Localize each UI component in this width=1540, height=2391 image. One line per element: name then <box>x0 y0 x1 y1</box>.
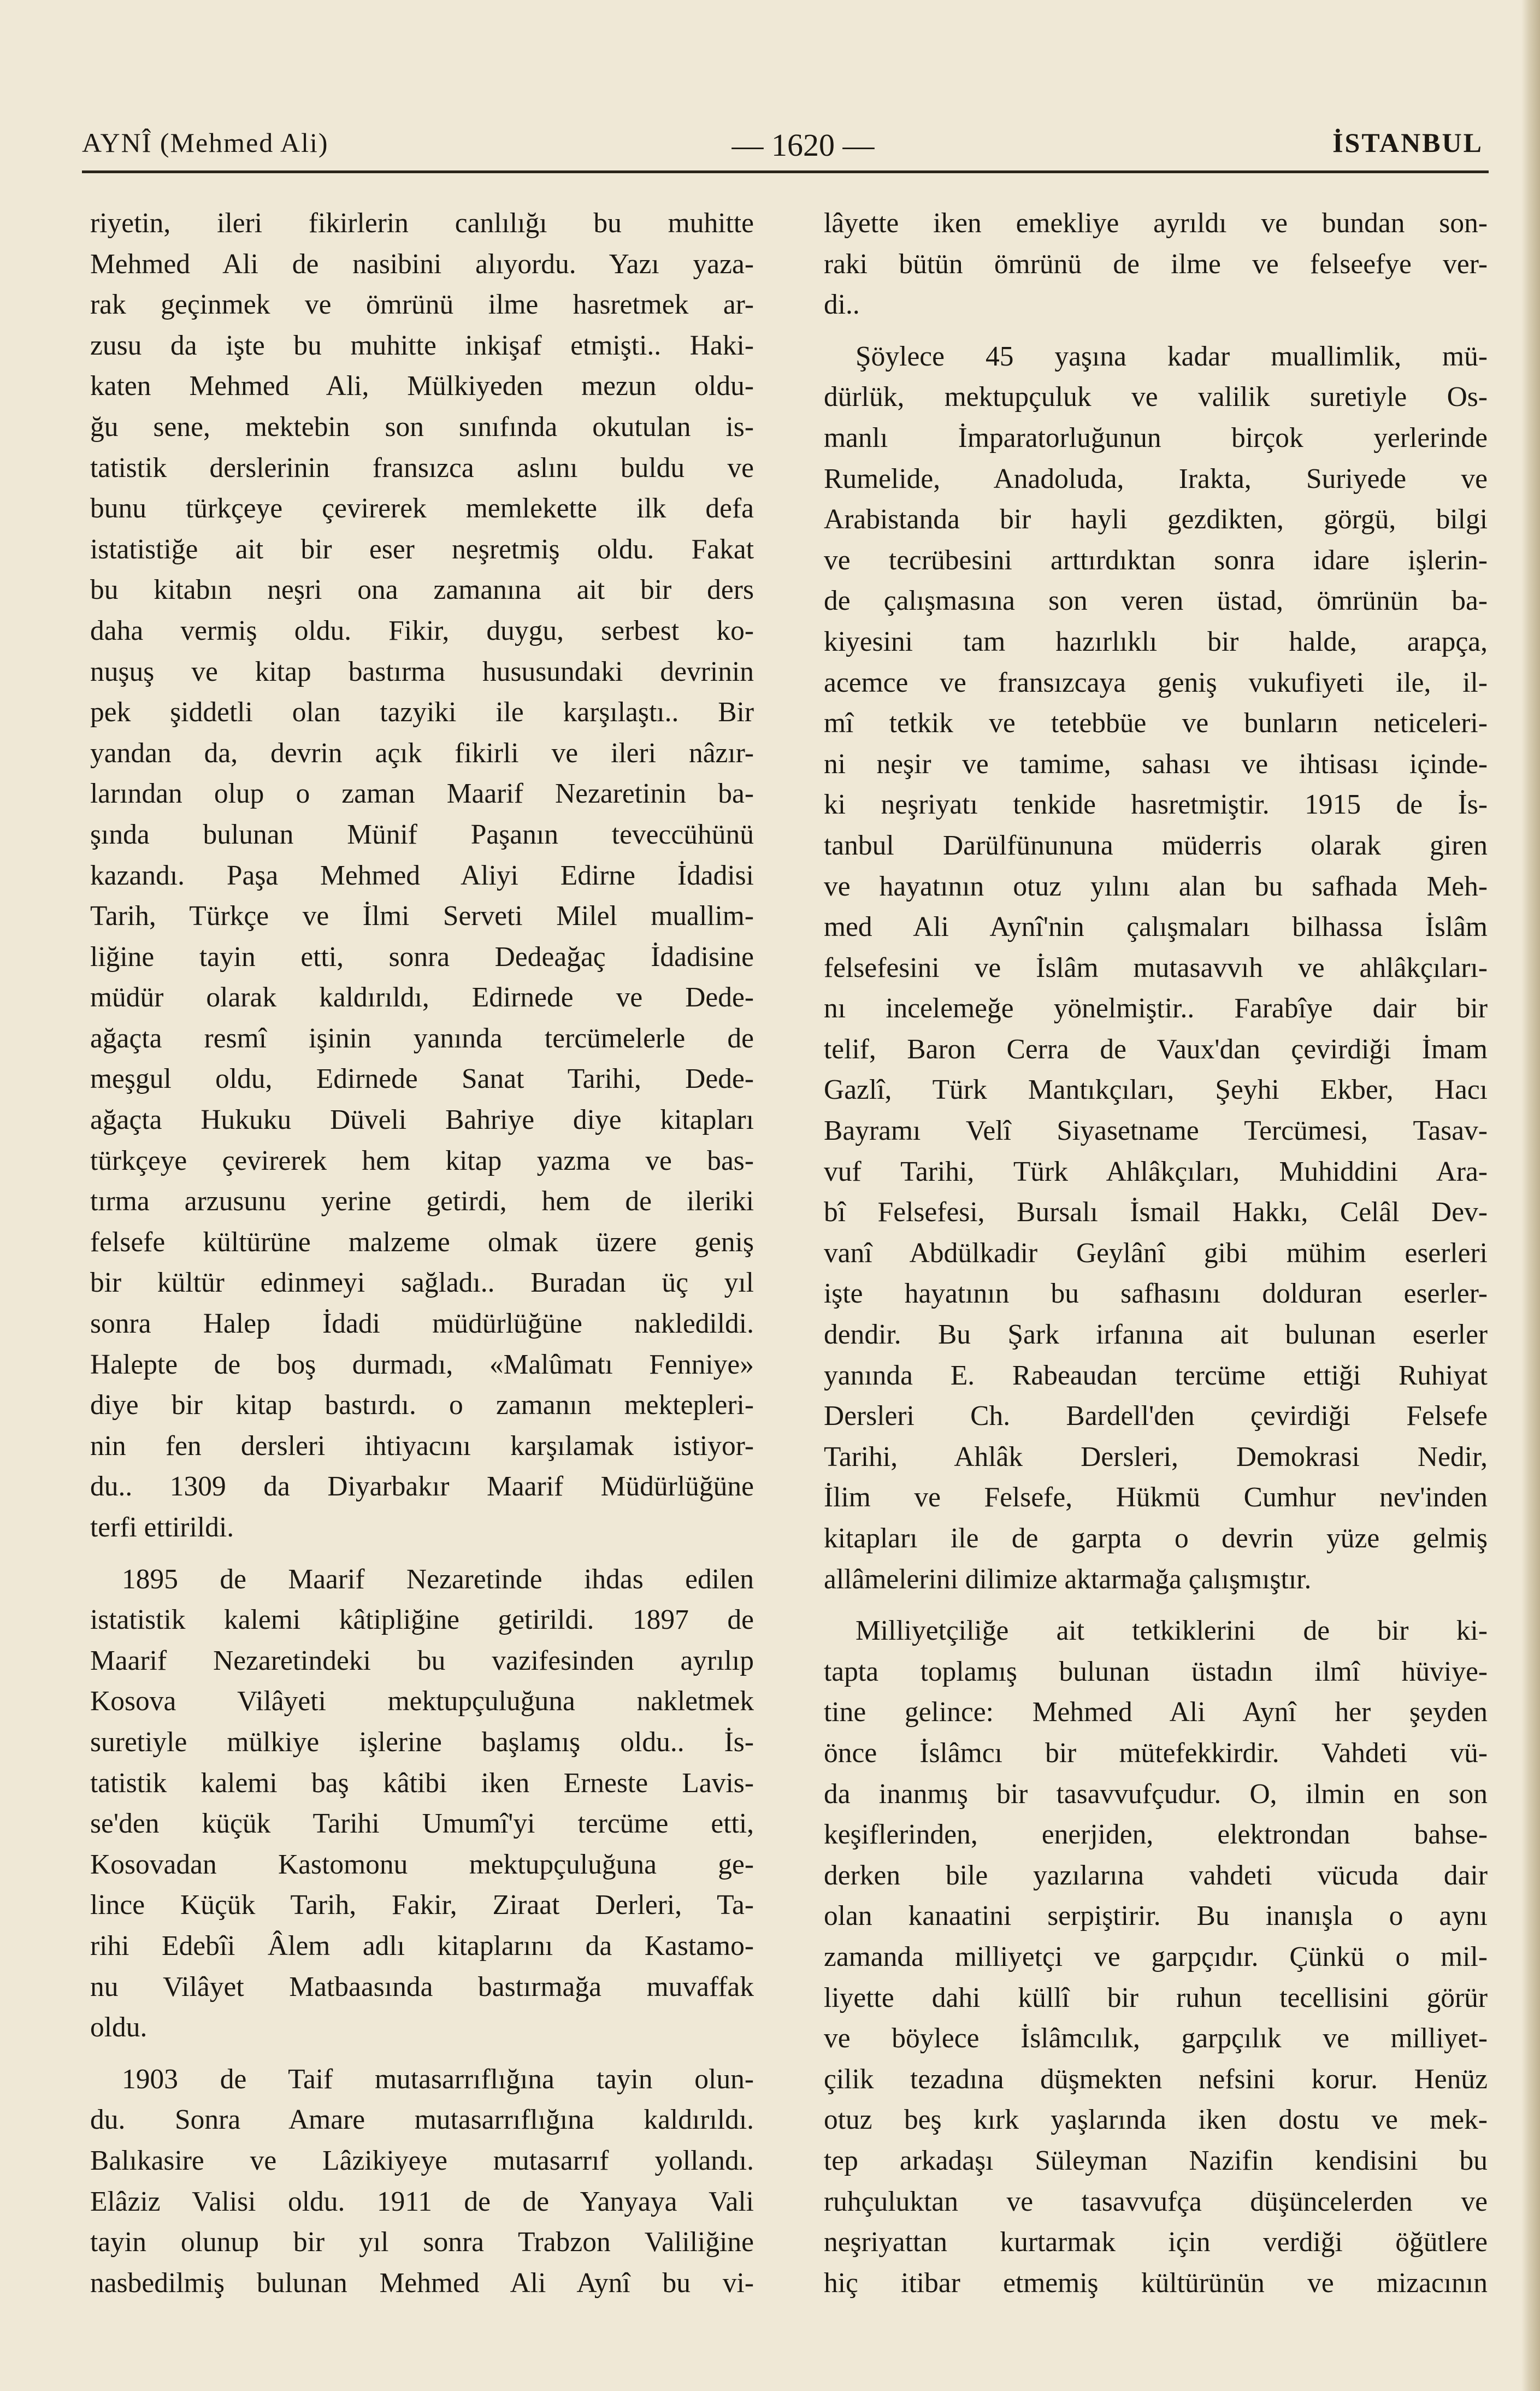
text-line: Şöylece 45 yaşına kadar muallimlik, mü- <box>855 340 1488 372</box>
text-line: yandan da, devrin açık fikirli ve ileri nâzır- <box>90 737 754 769</box>
text-line: zusu da işte bu muhitte inkişaf etmişti.. Haki- <box>90 329 754 361</box>
text-line: Kosovadan Kastomonu mektupçuluğuna ge- <box>90 1848 754 1880</box>
text-line: müdür olarak kaldırıldı, Edirnede ve Dede- <box>90 982 754 1014</box>
text-line: tanbul Darülfünununa müderris olarak giren <box>824 829 1488 861</box>
text-line: İlim ve Felsefe, Hükmü Cumhur nev'inden <box>824 1482 1488 1513</box>
text-line: di.. <box>824 289 860 321</box>
text-line: manlı İmparatorluğunun birçok yerlerinde <box>824 422 1488 454</box>
text-line: larından olup o zaman Maarif Nezaretinin ba- <box>90 778 754 810</box>
text-line: önce İslâmcı bir mütefekkirdir. Vahdeti vü- <box>824 1737 1488 1769</box>
text-line: şında bulunan Münif Paşanın teveccühünü <box>90 818 754 850</box>
text-line: ve hayatının otuz yılını alan bu safhada Meh- <box>824 870 1488 902</box>
text-line: liğine tayin etti, sonra Dedeağaç İdadisine <box>90 941 754 973</box>
text-line: du.. 1309 da Diyarbakır Maarif Müdürlüğüne <box>90 1471 754 1503</box>
text-line: neşriyattan kurtarmak için verdiği öğütlere <box>824 2227 1488 2258</box>
text-line: derken bile yazılarına vahdeti vücuda dair <box>824 1859 1488 1891</box>
text-line: otuz beş kırk yaşlarında iken dostu ve mek- <box>824 2104 1488 2136</box>
text-line: raki bütün ömrünü de ilme ve felseefye ver- <box>824 248 1488 280</box>
text-line: oldu. <box>90 2012 147 2043</box>
text-line: ve tecrübesini arttırdıktan sonra idare işlerin- <box>824 544 1488 576</box>
text-line: Halepte de boş durmadı, «Malûmatı Fenniye» <box>90 1348 754 1380</box>
text-line: Balıkasire ve Lâzikiyeye mutasarrıf yollandı. <box>90 2145 754 2176</box>
text-line: 1903 de Taif mutasarrıflığına tayin olun- <box>122 2063 754 2095</box>
text-line: Kosova Vilâyeti mektupçuluğuna nakletmek <box>90 1686 754 1717</box>
text-line: nı incelemeğe yönelmiştir.. Farabîye dair bir <box>824 993 1488 1024</box>
text-line: sonra Halep İdadi müdürlüğüne nakledildi. <box>90 1308 754 1340</box>
text-line: de çalışmasına son veren üstad, ömrünün ba- <box>824 585 1488 617</box>
text-line: meşgul oldu, Edirnede Sanat Tarihi, Dede- <box>90 1063 754 1095</box>
text-line: mî tetkik ve tetebbüe ve bunların neticeleri- <box>824 708 1488 739</box>
text-line: daha vermiş oldu. Fikir, duygu, serbest ko- <box>90 615 754 646</box>
text-line: bunu türkçeye çevirerek memlekette ilk defa <box>90 493 754 525</box>
text-line: Gazlî, Türk Mantıkçıları, Şeyhi Ekber, Hacı <box>824 1074 1488 1106</box>
running-header <box>82 127 1483 170</box>
text-line: ve böylece İslâmcılık, garpçılık ve milliyet- <box>824 2023 1488 2054</box>
text-line: allâmelerini dilimize aktarmağa çalışmıştır. <box>824 1563 1312 1595</box>
text-line: bu kitabın neşri ona zamanına ait bir ders <box>90 574 754 606</box>
header-entry-title: AYNÎ (Mehmed Ali) <box>82 127 329 158</box>
text-line: işte hayatının bu safhasını dolduran eserler- <box>824 1278 1488 1310</box>
text-line: 1895 de Maarif Nezaretinde ihdas edilen <box>122 1563 754 1595</box>
text-line: hiç itibar etmemiş kültürünün ve mizacının <box>824 2267 1488 2299</box>
text-line: istatistik kalemi kâtipliğine getirildi. 1897 de <box>90 1604 754 1636</box>
paragraph-gap <box>90 2048 754 2059</box>
text-line: rihi Edebîi Âlem adlı kitaplarını da Kastamo- <box>90 1930 754 1962</box>
text-line: pek şiddetli olan tazyiki ile karşılaştı.. Bir <box>90 697 754 728</box>
text-line: Arabistanda bir hayli gezdikten, görgü, bilgi <box>824 504 1488 535</box>
text-line: ğu sene, mektebin son sınıfında okutulan is- <box>90 411 754 443</box>
text-line: da inanmış bir tasavvufçudur. O, ilmin en son <box>824 1778 1488 1810</box>
text-line: tine gelince: Mehmed Ali Aynî her şeyden <box>824 1697 1488 1728</box>
text-line: Maarif Nezaretindeki bu vazifesinden ayrılıp <box>90 1645 754 1676</box>
text-line: liyette dahi küllî bir ruhun tecellisini görür <box>824 1982 1488 2013</box>
text-line: türkçeye çevirerek hem kitap yazma ve bas- <box>90 1145 754 1176</box>
text-line: Rumelide, Anadoluda, Irakta, Suriyede ve <box>824 463 1488 494</box>
text-line: lâyette iken emekliye ayrıldı ve bundan son- <box>824 208 1488 239</box>
text-line: riyetin, ileri fikirlerin canlılığı bu muhitte <box>90 208 754 239</box>
text-line: Tarih, Türkçe ve İlmi Serveti Milel muallim- <box>90 900 754 932</box>
text-line: keşiflerinden, enerjiden, elektrondan bahse- <box>824 1819 1488 1851</box>
text-line: yanında E. Rabeaudan tercüme ettiği Ruhiyat <box>824 1359 1488 1391</box>
text-line: ağaçta Hukuku Düveli Bahriye diye kitapları <box>90 1104 754 1136</box>
text-line: felsefe kültürüne malzeme olmak üzere geniş <box>90 1226 754 1258</box>
text-line: med Ali Aynî'nin çalışmaları bilhassa İslâm <box>824 911 1488 943</box>
text-line: tapta toplamış bulunan üstadın ilmî hüviye- <box>824 1656 1488 1687</box>
page-edge-shadow <box>1521 0 1540 2391</box>
text-line: tayin olunup bir yıl sonra Trabzon Valiliğine <box>90 2227 754 2258</box>
text-line: vuf Tarihi, Türk Ahlâkçıları, Muhiddini Ara- <box>824 1156 1488 1187</box>
text-line: nuşuş ve kitap bastırma hususundaki devrinin <box>90 656 754 687</box>
text-line: dürlük, mektupçuluk ve valilik suretiyle Os- <box>824 381 1488 413</box>
text-line: nasbedilmiş bulunan Mehmed Ali Aynî bu vi- <box>90 2267 754 2299</box>
text-line: çilik tezadına düşmekten nefsini korur. Henüz <box>824 2063 1488 2095</box>
paragraph-gap <box>824 326 1488 337</box>
text-line: kitapları ile de garpta o devrin yüze gelmiş <box>824 1523 1488 1554</box>
text-line: ağaçta resmî işinin yanında tercümelerle de <box>90 1022 754 1054</box>
text-line: telif, Baron Cerra de Vaux'dan çevirdiği İmam <box>824 1033 1488 1065</box>
text-line: bî Felsefesi, Bursalı İsmail Hakkı, Celâl Dev- <box>824 1197 1488 1228</box>
text-line: katen Mehmed Ali, Mülkiyeden mezun oldu- <box>90 370 754 402</box>
text-line: tep arkadaşı Süleyman Nazifin kendisini bu <box>824 2145 1488 2176</box>
text-line: suretiyle mülkiye işlerine başlamış oldu.. İs- <box>90 1726 754 1758</box>
text-line: istatistiğe ait bir eser neşretmiş oldu. Fakat <box>90 533 754 565</box>
right-column <box>824 203 1488 2304</box>
text-line: rak geçinmek ve ömrünü ilme hasretmek ar- <box>90 289 754 321</box>
text-line: dendir. Bu Şark irfanına ait bulunan eserler <box>824 1319 1488 1351</box>
text-line: Elâziz Valisi oldu. 1911 de de Yanyaya Vali <box>90 2186 754 2217</box>
text-line: acemce ve fransızcaya geniş vukufiyeti ile, il- <box>824 667 1488 698</box>
text-line: se'den küçük Tarihi Umumî'yi tercüme etti, <box>90 1808 754 1840</box>
text-line: lince Küçük Tarih, Fakir, Ziraat Derleri, Ta- <box>90 1889 754 1921</box>
text-line: Tarihi, Ahlâk Dersleri, Demokrasi Nedir, <box>824 1441 1488 1473</box>
text-line: felsefesini ve İslâm mutasavvıh ve ahlâkçıları- <box>824 952 1488 984</box>
header-rule <box>82 170 1489 173</box>
text-line: nin fen dersleri ihtiyacını karşılamak istiyor- <box>90 1430 754 1462</box>
left-column <box>90 203 754 2304</box>
text-line: terfi ettirildi. <box>90 1512 234 1543</box>
text-line: Bayramı Velî Siyasetname Tercümesi, Tasav- <box>824 1115 1488 1147</box>
text-line: kiyesini tam hazırlıklı bir halde, arapça, <box>824 626 1488 657</box>
text-line: tırma arzusunu yerine getirdi, hem de ileriki <box>90 1186 754 1217</box>
text-line: Mehmed Ali de nasibini alıyordu. Yazı yaza- <box>90 248 754 280</box>
text-line: ruhçuluktan ve tasavvufça düşüncelerden ve <box>824 2186 1488 2217</box>
text-line: ni neşir ve tamime, sahası ve ihtisası içinde- <box>824 748 1488 780</box>
text-line: zamanda milliyetçi ve garpçıdır. Çünkü o mil- <box>824 1941 1488 1972</box>
text-line: vanî Abdülkadir Geylânî gibi mühim eserleri <box>824 1237 1488 1269</box>
text-line: du. Sonra Amare mutasarrıflığına kaldırıldı. <box>90 2104 754 2136</box>
text-line: bir kültür edinmeyi sağladı.. Buradan üç yıl <box>90 1267 754 1299</box>
text-line: diye bir kitap bastırdı. o zamanın mektepleri- <box>90 1389 754 1421</box>
header-section-title: İSTANBUL <box>1332 127 1483 158</box>
paragraph-gap <box>90 1548 754 1559</box>
page-number: — 1620 — <box>731 127 875 163</box>
text-line: Dersleri Ch. Bardell'den çevirdiği Felsefe <box>824 1400 1488 1432</box>
paragraph-gap <box>824 1600 1488 1611</box>
text-line: kazandı. Paşa Mehmed Aliyi Edirne İdadisi <box>90 859 754 891</box>
text-line: tatistik derslerinin fransızca aslını buldu ve <box>90 452 754 484</box>
text-line: tatistik kalemi baş kâtibi iken Erneste Lavis- <box>90 1767 754 1799</box>
text-line: ki neşriyatı tenkide hasretmiştir. 1915 de İs- <box>824 789 1488 821</box>
text-line: Milliyetçiliğe ait tetkiklerini de bir ki- <box>855 1615 1488 1647</box>
text-line: nu Vilâyet Matbaasında bastırmağa muvaffak <box>90 1971 754 2003</box>
text-line: olan kanaatini serpiştirir. Bu inanışla o aynı <box>824 1900 1488 1932</box>
